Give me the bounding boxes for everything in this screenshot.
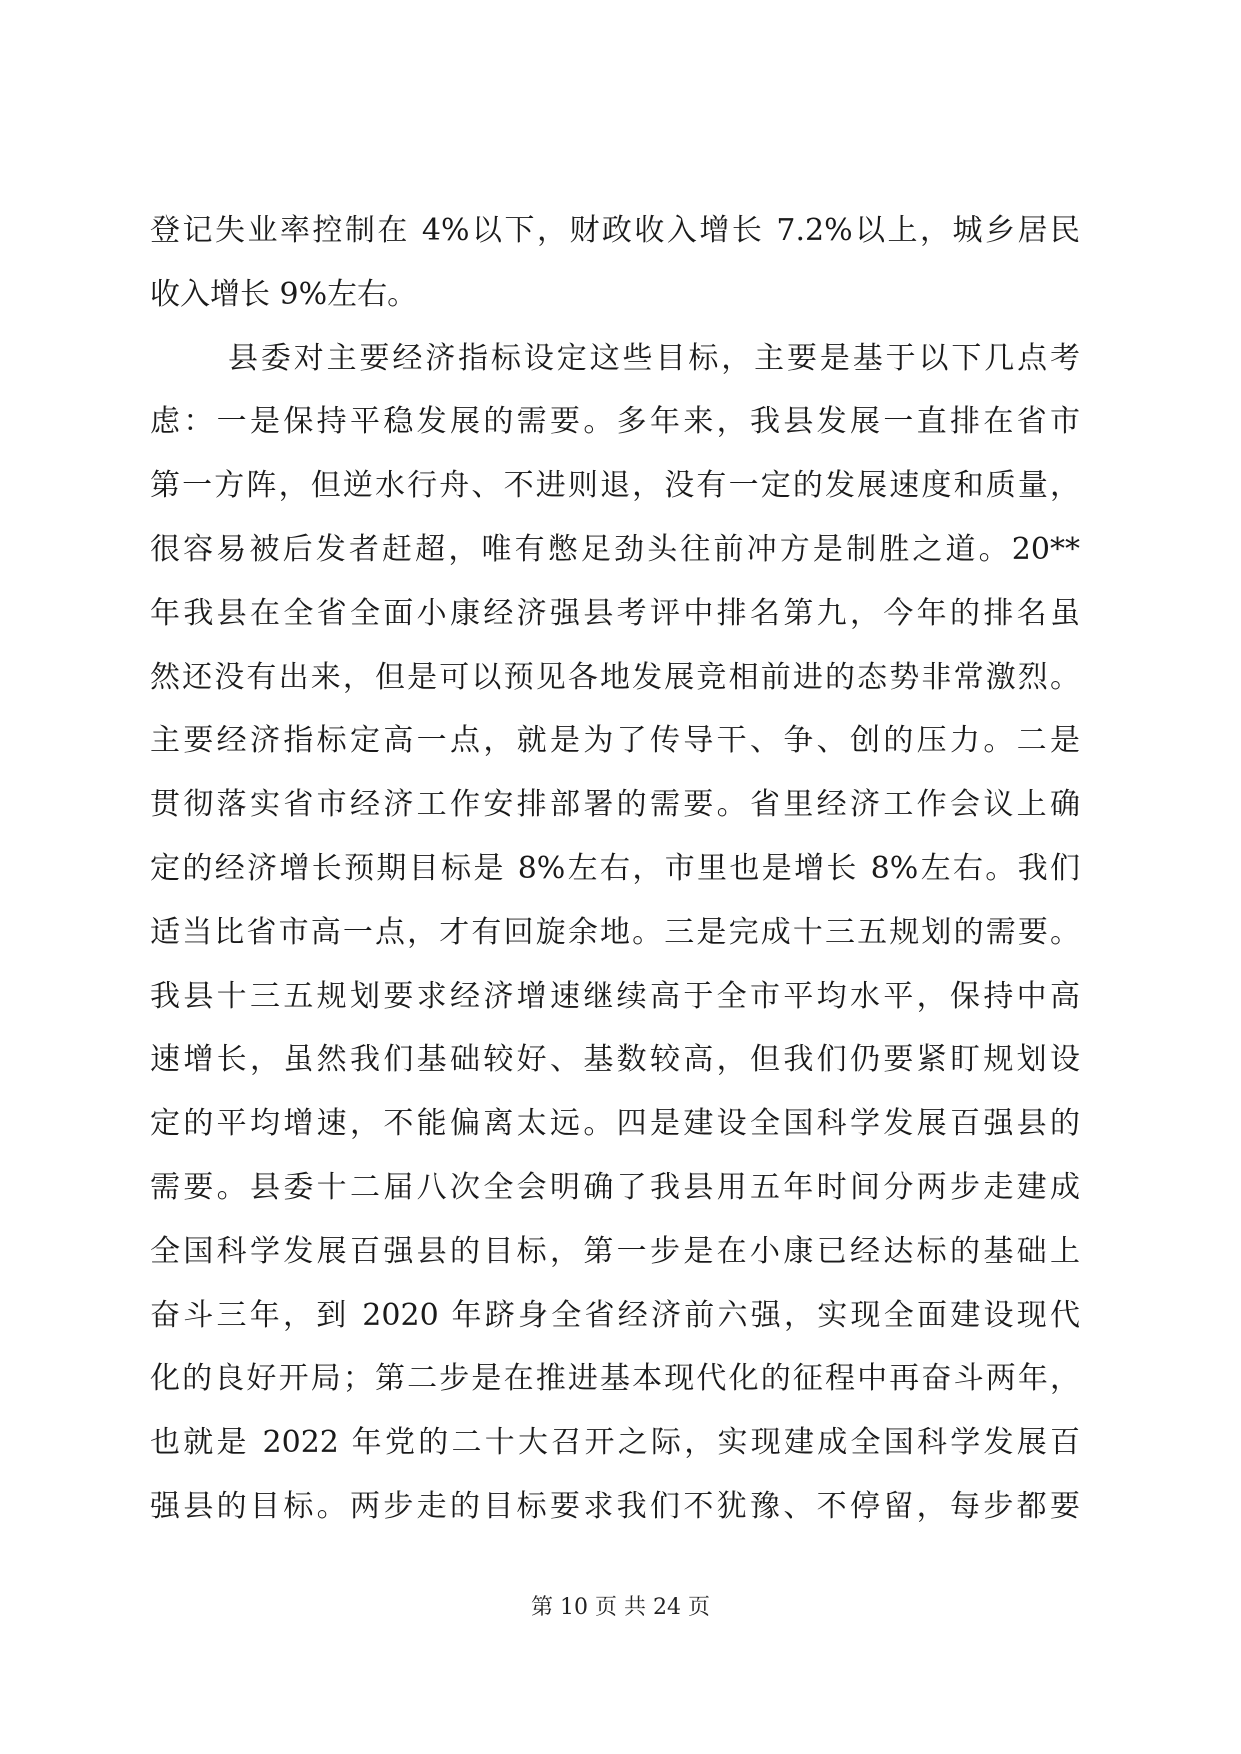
text-line: 定的经济增长预期目标是 8%左右，市里也是增长 8%左右。我们 xyxy=(150,850,1080,886)
text-line: 定的平均增速，不能偏离太远。四是建设全国科学发展百强县的 xyxy=(150,1106,1080,1142)
text-line: 收入增长 9%左右。 xyxy=(150,276,418,312)
text-line: 贯彻落实省市经济工作安排部署的需要。省里经济工作会议上确 xyxy=(150,787,1080,823)
text-line: 也就是 2022 年党的二十大召开之际，实现建成全国科学发展百 xyxy=(150,1425,1080,1461)
text-line: 主要经济指标定高一点，就是为了传导干、争、创的压力。二是 xyxy=(150,723,1080,759)
page-footer xyxy=(0,1593,1241,1623)
text-line: 全国科学发展百强县的目标，第一步是在小康已经达标的基础上 xyxy=(150,1233,1080,1269)
text-line: 速增长，虽然我们基础较好、基数较高，但我们仍要紧盯规划设 xyxy=(150,1042,1080,1078)
text-line: 强县的目标。两步走的目标要求我们不犹豫、不停留，每步都要 xyxy=(150,1488,1080,1524)
page-number: 第 10 页 共 24 页 xyxy=(531,1595,710,1620)
text-line: 很容易被后发者赶超，唯有憋足劲头往前冲方是制胜之道。20** xyxy=(150,531,1080,567)
text-line: 我县十三五规划要求经济增速继续高于全市平均水平，保持中高 xyxy=(150,978,1080,1014)
text-line: 然还没有出来，但是可以预见各地发展竞相前进的态势非常激烈。 xyxy=(150,659,1080,695)
text-line: 适当比省市高一点，才有回旋余地。三是完成十三五规划的需要。 xyxy=(150,914,1080,950)
text-line: 年我县在全省全面小康经济强县考评中排名第九，今年的排名虽 xyxy=(150,595,1080,631)
text-line: 化的良好开局；第二步是在推进基本现代化的征程中再奋斗两年， xyxy=(150,1361,1080,1397)
text-line: 奋斗三年，到 2020 年跻身全省经济前六强，实现全面建设现代 xyxy=(150,1297,1080,1333)
text-line: 需要。县委十二届八次全会明确了我县用五年时间分两步走建成 xyxy=(150,1169,1080,1205)
text-line: 登记失业率控制在 4%以下，财政收入增长 7.2%以上，城乡居民 xyxy=(150,213,1080,248)
paragraph-first-line: 县委对主要经济指标设定这些目标，主要是基于以下几点考 xyxy=(228,340,1080,376)
text-line: 虑：一是保持平稳发展的需要。多年来，我县发展一直排在省市 xyxy=(150,404,1080,440)
text-line: 第一方阵，但逆水行舟、不进则退，没有一定的发展速度和质量， xyxy=(150,468,1080,504)
document-body xyxy=(150,199,1080,1539)
